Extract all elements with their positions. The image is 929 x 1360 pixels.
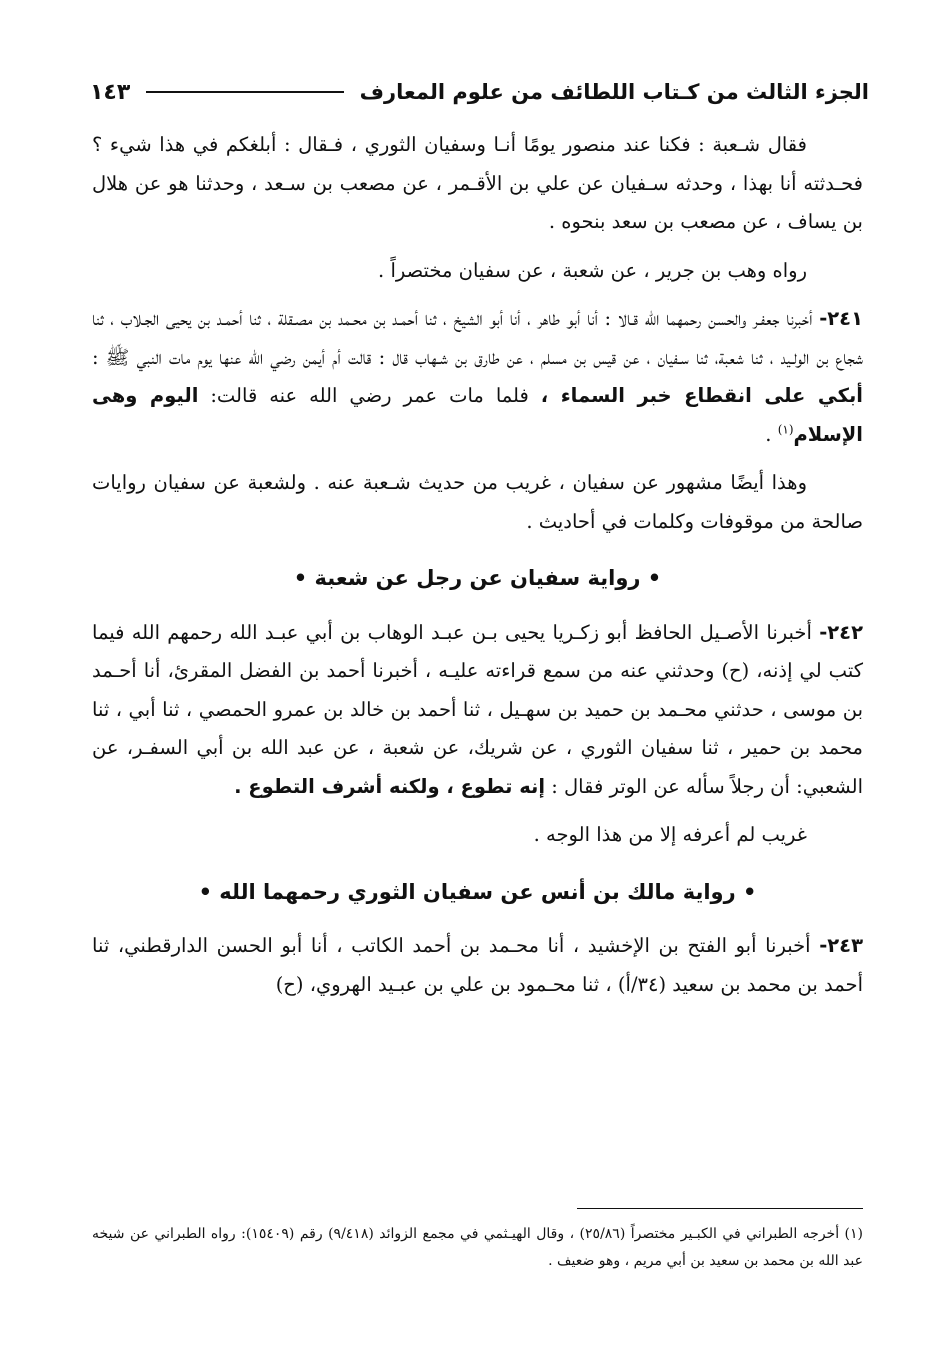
hadith-quote: أبكي على انقطاع خبر السماء ، <box>540 384 863 407</box>
hadith-text: أخبرنا جعفـر والحسن رحمهما الله قـالا : أنا أبو طاهر ، أنا أبو الشيخ ، ثنا أحمـد بن محـمد بن مصـقلة ، ثنا أحمـد بن يحيى الجـلاب ، ثنا شجاع بن الولـيد ، ثنا شعبة، ثنا سـفيان ، عن قيس بن مسلم ، عن طارق بن شـهاب قال : قالت أم أيمن رضي الله عنها يوم مات النبي ﷺ : <box>92 307 863 369</box>
hadith-241 <box>92 300 863 454</box>
paragraph-6: غريب لم أعرفه إلا من هذا الوجه . <box>533 823 807 846</box>
hadith-text: أخبرنا أبو الفتح بن الإخشيد ، أنا محـمد بن أحمد الكاتب ، أنا أبو الحسن الدارقطني، ثنا أحمد بن محمد بن سعيد (٣٤/أ) ، ثنا محـمود بن علي بن عبـيد الهروي، (ح) <box>92 934 863 996</box>
hadith-number: ٢٤٢- <box>819 620 863 644</box>
hadith-text: . <box>765 422 772 446</box>
hadith-242 <box>92 614 863 807</box>
paragraph-4: وهذا أيضًا مشهور عن سفيان ، غريب من حديث شـعبة عنه . ولشعبة عن سفيان روايات صالحة من موقوفات وكلمات في أحاديث . <box>92 471 863 533</box>
hadith-number: ٢٤٣- <box>819 934 863 957</box>
footnotes <box>92 1207 863 1275</box>
header-rule <box>146 91 343 93</box>
page-body <box>92 126 863 1014</box>
page-number: ١٤٣ <box>90 79 131 105</box>
paragraph-1: فقال شـعبة : فكنا عند منصور يومًا أنـا وسفيان الثوري ، فـقال : أبلغكم في هذا شيء ؟ فحـدثته أنا بهذا ، وحدثه سـفيان عن علي بن الأقـمر ، عن مصعب بن سـعد ، وحدثنا هو عن هلال بن يساف ، عن مصعب بن سعد بنحوه . <box>92 133 863 233</box>
hadith-243 <box>92 927 863 1004</box>
footnote-ref: (١) <box>777 422 794 436</box>
hadith-quote: إنه تطوع ، ولكنه أشرف التطوع . <box>234 774 546 798</box>
header-title: الجزء الثالث من كـتاب اللطائف من علوم المعارف <box>359 80 869 104</box>
section-heading-1: • رواية سفيان عن رجل عن شعبة • <box>293 566 662 590</box>
footnote-1: (١) أخرجه الطبراني في الكبـير مختصراً (٢٥/٨٦) ، وقال الهيـثمي في مجمع الزوائد (٩/٤١٨) رقم (١٥٤٠٩): رواه الطبراني عن شيخه عبد الله بن محمد بن سعيد بن أبي مريم ، وهو ضعيف . <box>92 1226 864 1269</box>
section-heading-2: • رواية مالك بن أنس عن سفيان الثوري رحمهما الله • <box>198 879 757 904</box>
hadith-text: فلما مات عمر رضي الله عنه قالت: <box>210 384 529 407</box>
hadith-quote: اليوم وهى الإسلام <box>92 384 863 446</box>
running-header <box>90 70 869 114</box>
paragraph-2: رواه وهب بن جرير ، عن شعبة ، عن سفيان مختصراً . <box>378 258 807 282</box>
hadith-text: أخبرنا الأصـيل الحافظ أبو زكـريا يحيى بـن عبـد الوهاب بن أبي عبـد الله رحمهم الله فيما كتب لي إذنه، (ح) وحدثني عنه من سمع قراءته عليـه ، أخبرنا أحمد بن الفضل المقرئ، أنا أحـمد بن موسى ، حدثني محـمد بن حميد بن سهـيل ، ثنا أحمد بن خالد بن عمرو الحمصي ، ثنا أبي ، ثنا محمد بن حمير ، ثنا سفيان الثوري ، عن شريك، عن شعبة ، عن عبد الله بن أبي السفـر، عن الشعبي: أن رجلاً سأله عن الوتر فقال : <box>92 620 863 798</box>
hadith-number: ٢٤١- <box>819 307 863 330</box>
